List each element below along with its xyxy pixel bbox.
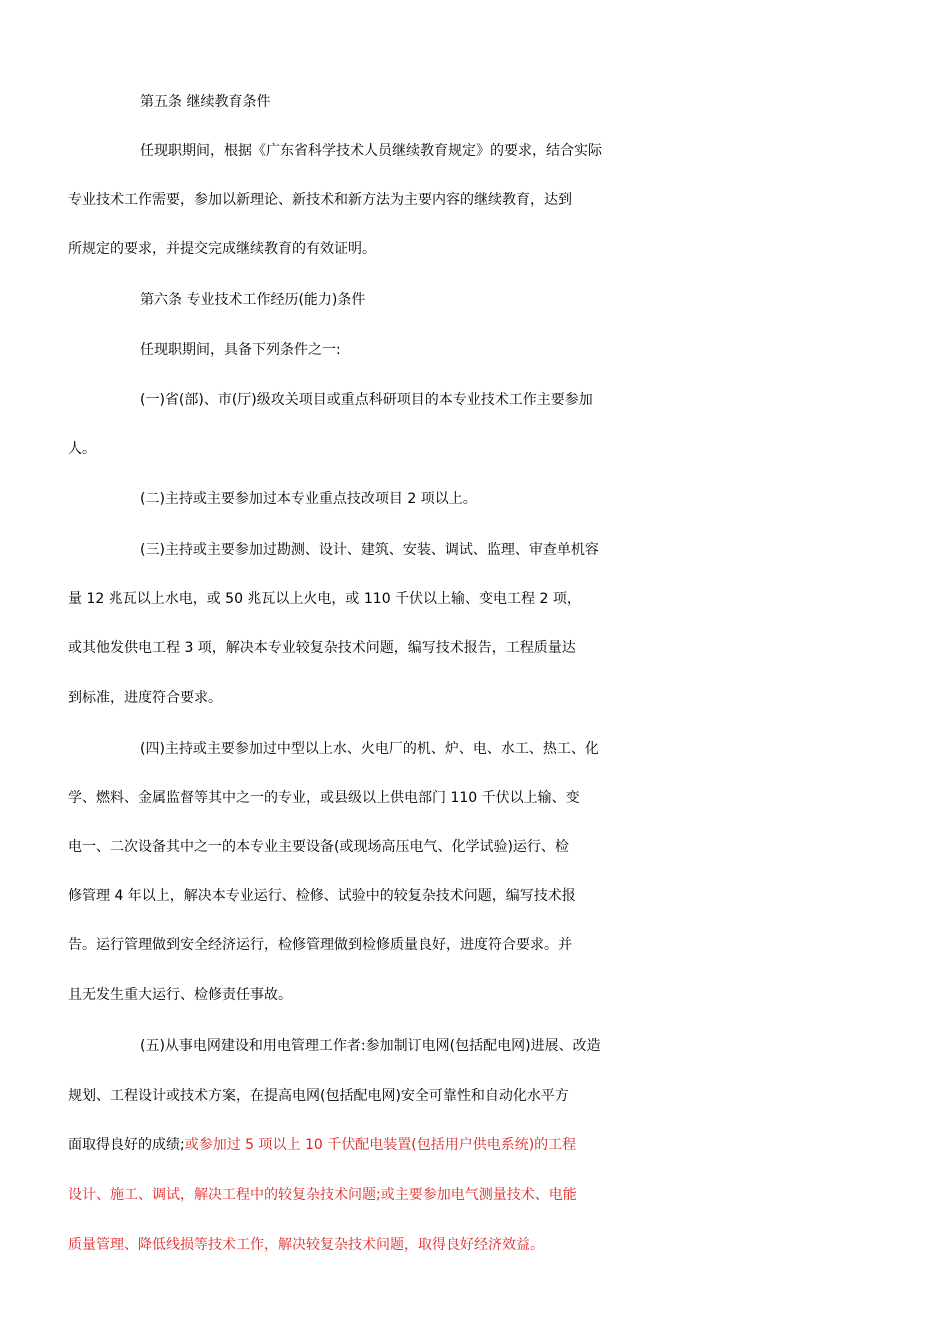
item-3-line: 量 12 兆瓦以上水电，或 50 兆瓦以上火电，或 110 千伏以上输、变电工程 2 项， xyxy=(68,591,581,607)
item-2-line: (二)主持或主要参加过本专业重点技改项目 2 项以上。 xyxy=(140,491,477,507)
item-3-line: 或其他发供电工程 3 项，解决本专业较复杂技术问题，编写技术报告，工程质量达 xyxy=(68,640,576,656)
item-4-line: 学、燃料、金属监督等其中之一的专业，或县级以上供电部门 110 千伏以上输、变 xyxy=(68,790,580,806)
item-4-line: 修管理 4 年以上，解决本专业运行、检修、试验中的较复杂技术问题，编写技术报 xyxy=(68,888,576,904)
item-5-red-text: 或参加过 5 项以上 10 千伏配电装置(包括用户供电系统)的工程 xyxy=(184,1137,577,1153)
article-6-intro: 任现职期间，具备下列条件之一: xyxy=(140,342,341,358)
article-6-heading: 第六条 专业技术工作经历(能力)条件 xyxy=(140,292,366,308)
item-5-line: (五)从事电网建设和用电管理工作者:参加制订电网(包括配电网)进展、改造 xyxy=(140,1038,601,1054)
item-5-mixed-line xyxy=(0,1128,950,1162)
item-5-line: 规划、工程设计或技术方案，在提高电网(包括配电网)安全可靠性和自动化水平方 xyxy=(68,1088,569,1104)
paragraph-line: 所规定的要求，并提交完成继续教育的有效证明。 xyxy=(68,241,376,257)
item-5-red-line: 设计、施工、调试，解决工程中的较复杂技术问题;或主要参加电气测量技术、电能 xyxy=(68,1187,577,1203)
paragraph-line: 专业技术工作需要，参加以新理论、新技术和新方法为主要内容的继续教育，达到 xyxy=(68,192,572,208)
item-4-line: 电一、二次设备其中之一的本专业主要设备(或现场高压电气、化学试验)运行、检 xyxy=(68,839,569,855)
paragraph-line: 任现职期间，根据《广东省科学技术人员继续教育规定》的要求，结合实际 xyxy=(140,143,602,159)
item-4-line: 且无发生重大运行、检修责任事故。 xyxy=(68,987,292,1003)
item-1-line: (一)省(部)、市(厅)级攻关项目或重点科研项目的本专业技术工作主要参加 xyxy=(140,392,593,408)
item-5-red-line: 质量管理、降低线损等技术工作，解决较复杂技术问题，取得良好经济效益。 xyxy=(68,1237,544,1253)
item-1-line: 人。 xyxy=(68,441,96,457)
item-5-black-text: 面取得良好的成绩; xyxy=(68,1137,185,1153)
item-4-line: (四)主持或主要参加过中型以上水、火电厂的机、炉、电、水工、热工、化 xyxy=(140,741,599,757)
item-3-line: 到标准，进度符合要求。 xyxy=(68,690,222,706)
item-4-line: 告。运行管理做到安全经济运行，检修管理做到检修质量良好，进度符合要求。并 xyxy=(68,937,572,953)
item-3-line: (三)主持或主要参加过勘测、设计、建筑、安装、调试、监理、审查单机容 xyxy=(140,542,599,558)
article-5-heading: 第五条 继续教育条件 xyxy=(140,94,271,110)
